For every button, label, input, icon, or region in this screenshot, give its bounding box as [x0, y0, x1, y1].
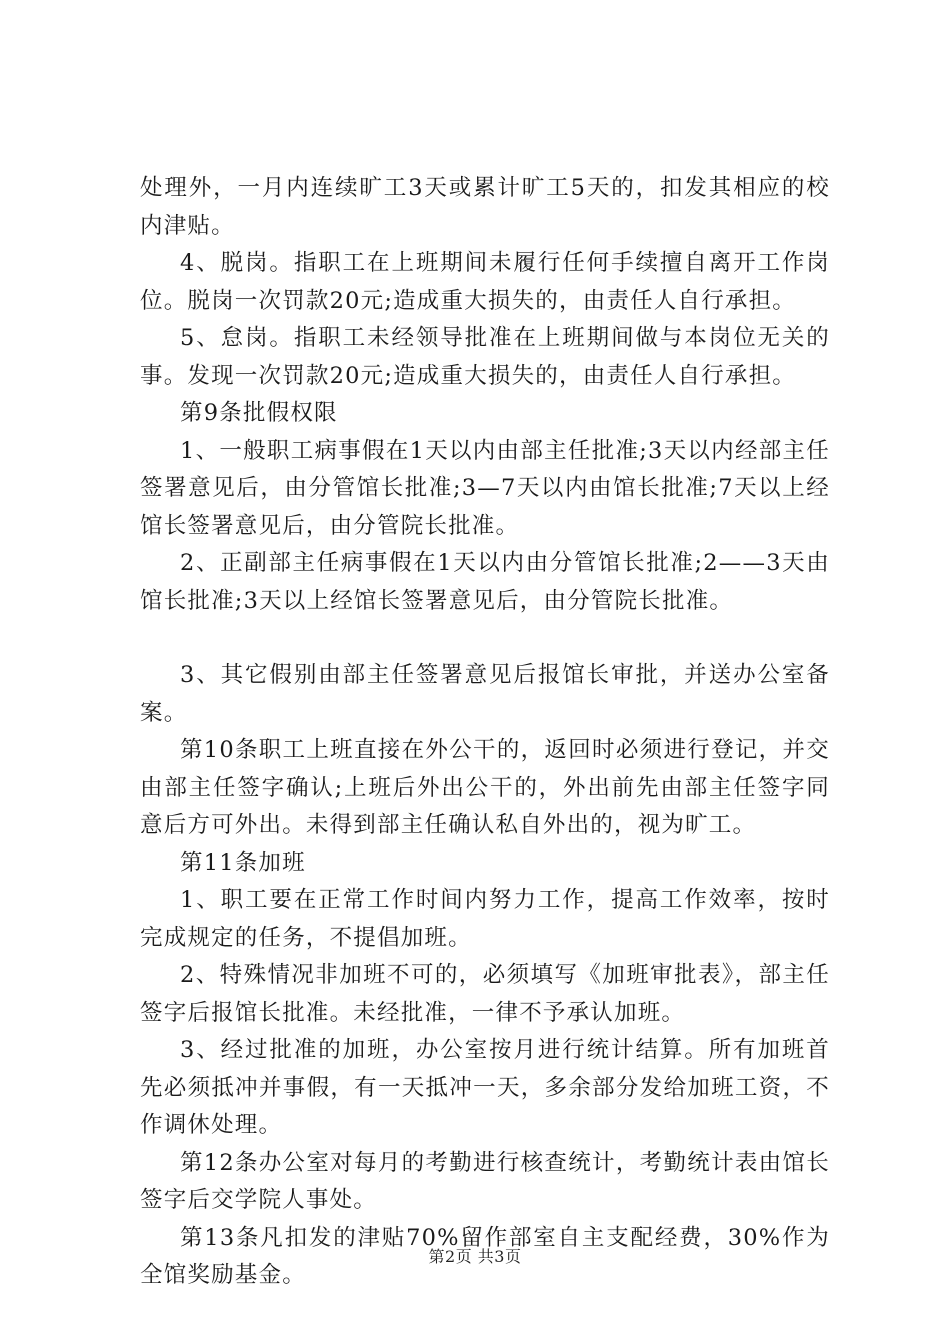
- paragraph-leave-approval-managers: 2、正副部主任病事假在1天以内由分管馆长批准;2——3天由馆长批准;3天以上经馆长签署意见后，由分管院长批准。: [140, 550, 830, 614]
- page-number-footer: 第2页 共3页: [428, 1247, 522, 1266]
- paragraph-other-leave: 3、其它假别由部主任签署意见后报馆长审批，并送办公室备案。: [140, 662, 830, 726]
- article-11-heading: 第11条加班: [180, 849, 306, 876]
- paragraph-leaving-post: 4、脱岗。指职工在上班期间未履行任何手续擅自离开工作岗位。脱岗一次罚款20元;造成重大损失的，由责任人自行承担。: [140, 250, 830, 314]
- paragraph-overtime-3: 3、经过批准的加班，办公室按月进行统计结算。所有加班首先必须抵冲并事假，有一天抵冲一天，多余部分发给加班工资，不作调休处理。: [140, 1037, 830, 1138]
- article-12-paragraph: 第12条办公室对每月的考勤进行核查统计，考勤统计表由馆长签字后交学院人事处。: [140, 1149, 830, 1213]
- document-body: [140, 170, 830, 1295]
- paragraph-leave-approval-staff: 1、一般职工病事假在1天以内由部主任批准;3天以内经部主任签署意见后，由分管馆长批准;3—7天以内由馆长批准;7天以上经馆长签署意见后，由分管院长批准。: [140, 437, 830, 539]
- paragraph-absenteeism-tail: 处理外，一月内连续旷工3天或累计旷工5天的，扣发其相应的校内津贴。: [140, 175, 830, 239]
- paragraph-overtime-2: 2、特殊情况非加班不可的，必须填写《加班审批表》，部主任签字后报馆长批准。未经批准，一律不予承认加班。: [140, 962, 830, 1026]
- article-13-paragraph: 第13条凡扣发的津贴70%留作部室自主支配经费，30%作为全馆奖励基金。: [140, 1224, 830, 1288]
- article-9-heading: 第9条批假权限: [180, 400, 338, 426]
- paragraph-idling-post: 5、怠岗。指职工未经领导批准在上班期间做与本岗位无关的事。发现一次罚款20元;造成重大损失的，由责任人自行承担。: [140, 325, 830, 389]
- article-10-paragraph: 第10条职工上班直接在外公干的，返回时必须进行登记，并交由部主任签字确认;上班后外出公干的，外出前先由部主任签字同意后方可外出。未得到部主任确认私自外出的，视为旷工。: [140, 737, 830, 838]
- paragraph-overtime-1: 1、职工要在正常工作时间内努力工作，提高工作效率，按时完成规定的任务，不提倡加班。: [140, 887, 830, 951]
